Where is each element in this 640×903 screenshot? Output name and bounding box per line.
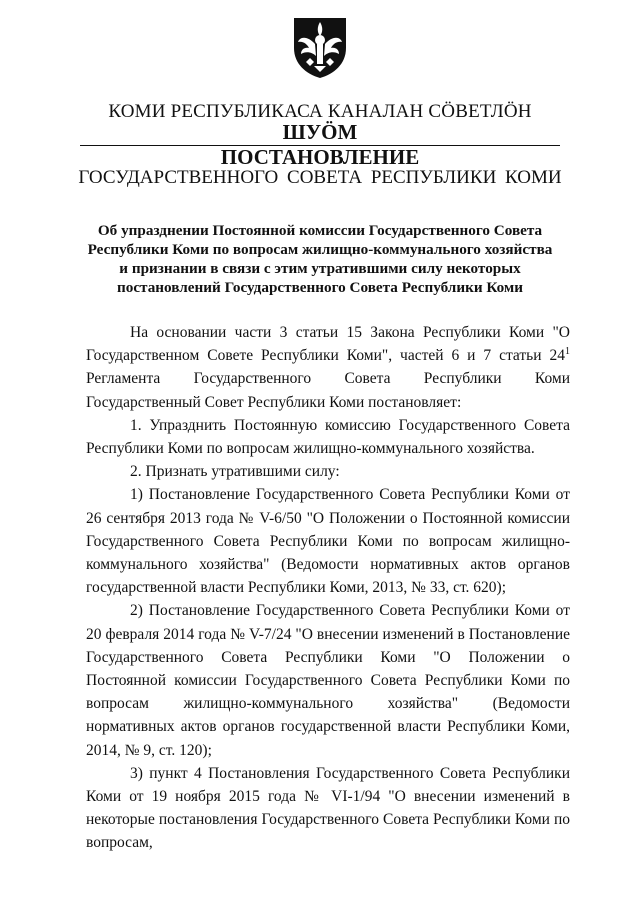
preamble-text-b: Регламента Государственного Совета Республики Коми Государственный Совет Республики Коми постановляет: xyxy=(86,370,570,411)
komi-coat-of-arms-icon xyxy=(290,14,350,80)
title-line: и признании в связи с этим утратившими силу некоторых xyxy=(119,260,521,277)
preamble-text-a: На основании части 3 статьи 15 Закона Республики Коми "О Государственном Совете Республики Коми", частей 6 и 7 статьи 24 xyxy=(86,324,570,365)
paragraph-subitem-1: 1) Постановление Государственного Совета Республики Коми от 26 сентября 2013 года № V-6/50 "О Положении о Постоянной комиссии Государственного Совета Республики Коми по вопросам жилищно-коммунального хозяйства" (Ведомости нормативных актов органов государственной власти Республики Коми, 2013, № 33, ст. 620); xyxy=(86,486,570,597)
header-shuom: ШУÖМ xyxy=(282,120,358,144)
header-postanovlenie: ПОСТАНОВЛЕНИЕ xyxy=(220,145,420,169)
paragraph-item-1: 1. Упразднить Постоянную комиссию Государственного Совета Республики Коми по вопросам жилищно-коммунального хозяйства. xyxy=(86,416,570,458)
document-title xyxy=(78,221,562,297)
title-line: Об упразднении Постоянной комиссии Государственного Совета xyxy=(97,222,543,239)
document-body xyxy=(86,321,570,855)
header-council: ГОСУДАРСТВЕННОГО СОВЕТА РЕСПУБЛИКИ КОМИ xyxy=(78,167,562,188)
paragraph-item-2: 2. Признать утратившими силу: xyxy=(130,463,340,481)
title-line: постановлений Государственного Совета Республики Коми xyxy=(116,279,524,296)
title-line: Республики Коми по вопросам жилищно-коммунального хозяйства xyxy=(87,241,553,258)
footnote-superscript: 1 xyxy=(565,346,570,358)
header-komi-line: КОМИ РЕСПУБЛИКАСА КАНАЛАН СÖВЕТЛÖН xyxy=(108,101,532,122)
paragraph-subitem-2: 2) Постановление Государственного Совета Республики Коми от 20 февраля 2014 года № V-7/24 "О внесении изменений в Постановление Государственного Совета Республики Коми "О Положении о Постоянной комиссии Государственного Совета Республики Коми по вопросам жилищно-коммунального хозяйства" (Ведомости нормативных актов органов государственной власти Республики Коми, 2014, № 9, ст. 120); xyxy=(86,602,570,759)
paragraph-preamble xyxy=(86,321,570,414)
paragraph-subitem-3: 3) пункт 4 Постановления Государственного Совета Республики Коми от 19 ноября 2015 года № VI-1/94 "О внесении изменений в некоторые постановления Государственного Совета Республики Коми по вопросам, xyxy=(86,764,570,852)
